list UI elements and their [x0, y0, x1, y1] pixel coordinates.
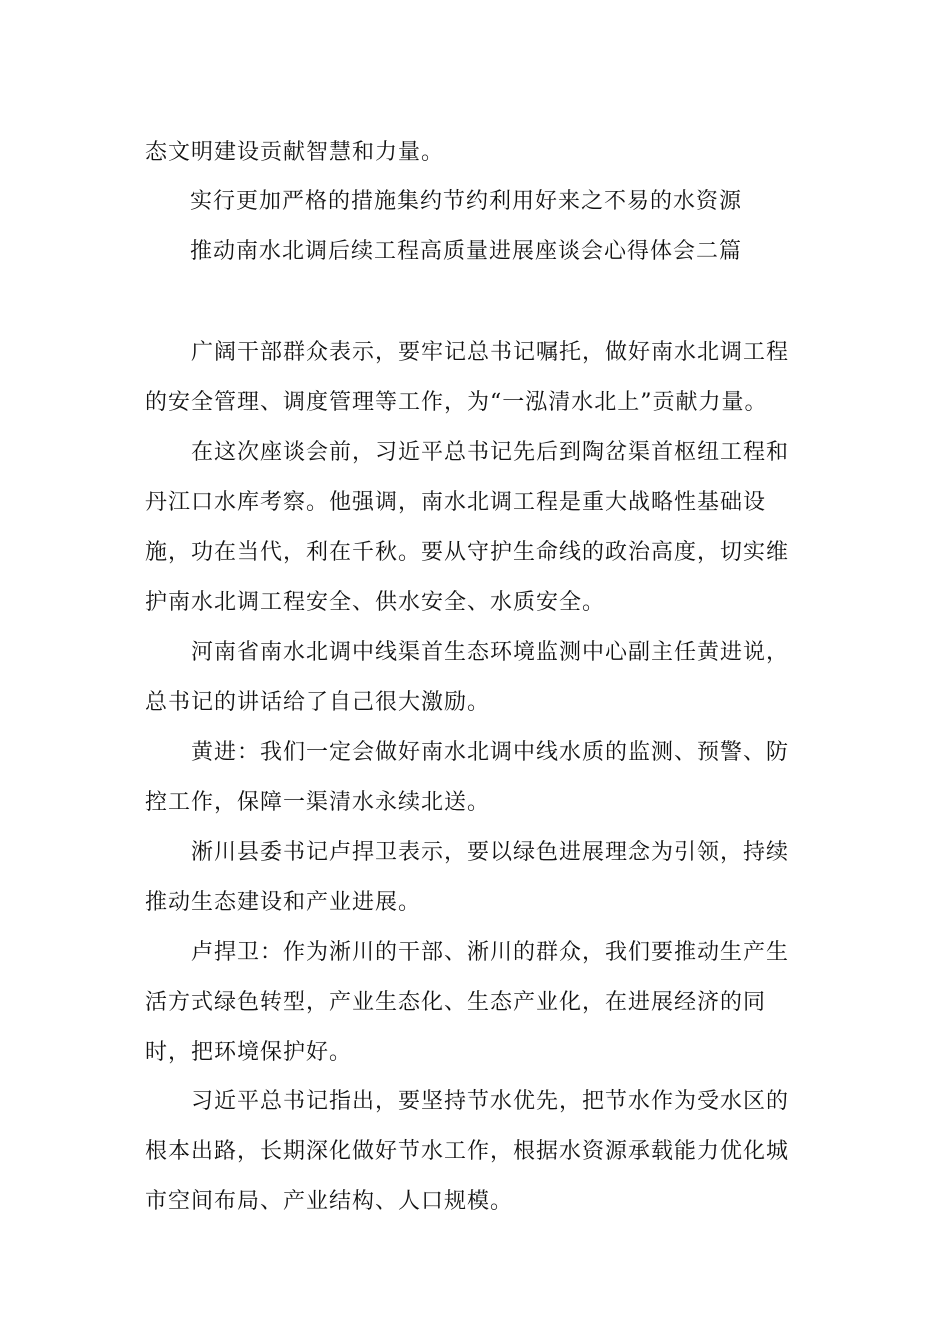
- paragraph-6: 卢捍卫：作为淅川的干部、淅川的群众，我们要推动生产生活方式绿色转型，产业生态化、生态产业化，在进展经济的同时，把环境保护好。: [145, 940, 790, 1065]
- paragraph-4: 黄进：我们一定会做好南水北调中线水质的监测、预警、防控工作，保障一渠清水永续北送。: [145, 740, 790, 815]
- paragraph-2: 在这次座谈会前，习近平总书记先后到陶岔渠首枢纽工程和丹江口水库考察。他强调，南水北调工程是重大战略性基础设施，功在当代，利在千秋。要从守护生命线的政治高度，切实维护南水北调工程安全、供水安全、水质安全。: [145, 440, 790, 615]
- paragraph-3: 河南省南水北调中线渠首生态环境监测中心副主任黄进说，总书记的讲话给了自己很大激励。: [145, 640, 790, 715]
- heading-line-1: 实行更加严格的措施集约节约利用好来之不易的水资源: [190, 189, 743, 214]
- heading-line-2: 推动南水北调后续工程高质量进展座谈会心得体会二篇: [190, 239, 743, 264]
- paragraph-1: 广阔干部群众表示，要牢记总书记嘱托，做好南水北调工程的安全管理、调度管理等工作，为“一泓清水北上”贡献力量。: [145, 340, 790, 415]
- lead-fragment: 态文明建设贡献智慧和力量。: [145, 140, 445, 165]
- paragraph-7: 习近平总书记指出，要坚持节水优先，把节水作为受水区的根本出路，长期深化做好节水工作，根据水资源承载能力优化城市空间布局、产业结构、人口规模。: [145, 1089, 790, 1214]
- paragraph-5: 淅川县委书记卢捍卫表示，要以绿色进展理念为引领，持续推动生态建设和产业进展。: [145, 840, 790, 915]
